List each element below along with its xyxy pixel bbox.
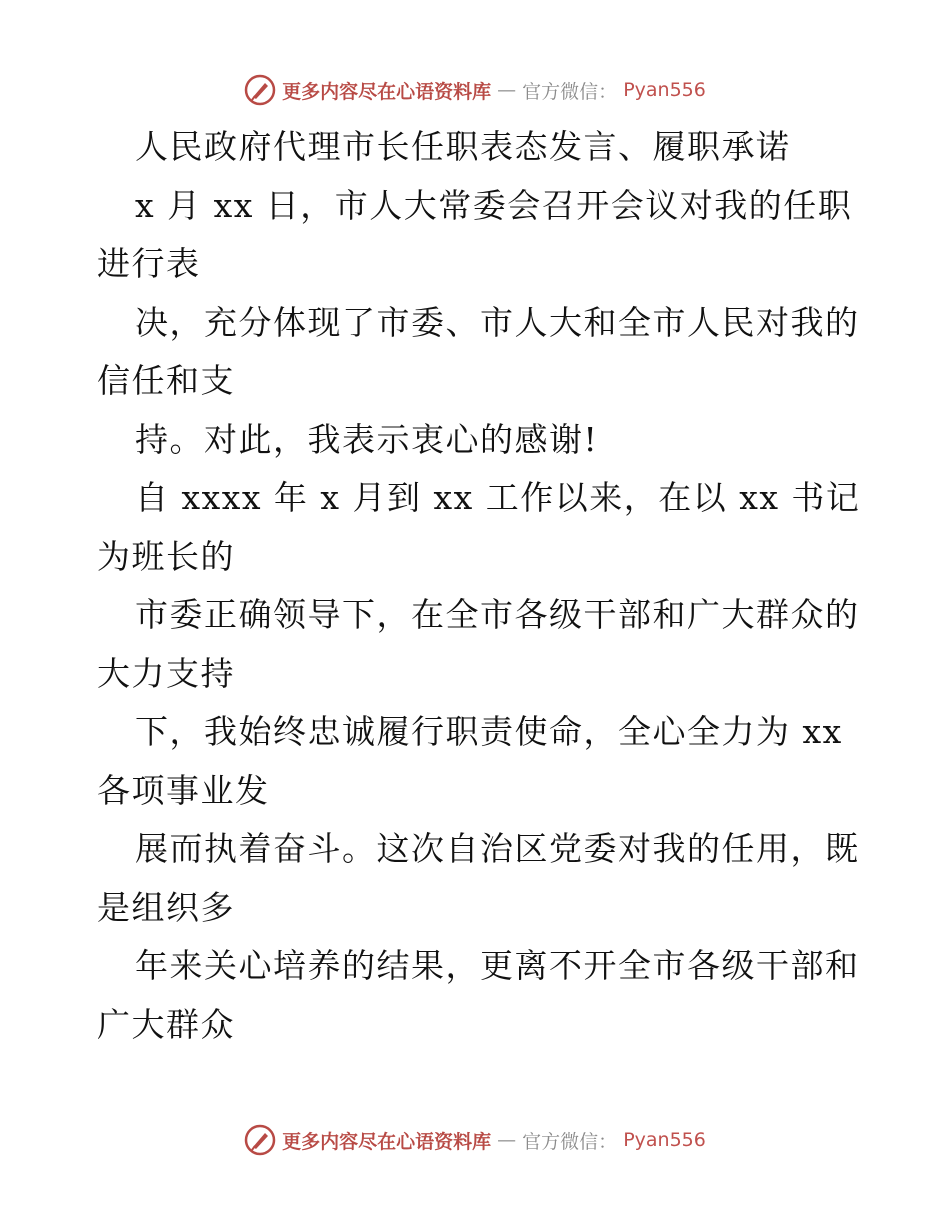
text-line: x 月 xx 日，市人大常委会召开会议对我的任职 bbox=[135, 185, 853, 225]
watermark-official-label: 官方微信： bbox=[522, 1130, 618, 1153]
text-line: 大力支持 bbox=[97, 653, 235, 693]
quill-logo-icon bbox=[244, 1124, 276, 1156]
text-line: 市委正确领导下，在全市各级干部和广大群众的 bbox=[135, 595, 860, 634]
watermark-official-label: 官方微信： bbox=[522, 80, 618, 103]
text-line: 为班长的 bbox=[97, 536, 235, 576]
quill-logo-icon bbox=[244, 74, 276, 106]
text-line: 持。对此，我表示衷心的感谢! bbox=[135, 419, 599, 459]
document-body bbox=[97, 118, 861, 1054]
header-watermark bbox=[0, 70, 950, 110]
text-line: 展而执着奋斗。这次自治区党委对我的任用，既 bbox=[135, 829, 860, 868]
text-line: 自 xxxx 年 x 月到 xx 工作以来，在以 xx 书记 bbox=[135, 478, 861, 517]
text-line: 决，充分体现了市委、市人大和全市人民对我的 bbox=[135, 302, 860, 342]
text-line: 信任和支 bbox=[97, 361, 235, 400]
watermark-separator: — bbox=[497, 1129, 517, 1151]
text-line: 年来关心培养的结果，更离不开全市各级干部和 bbox=[135, 946, 860, 985]
watermark-title: 更多内容尽在心语资料库 bbox=[282, 80, 492, 103]
watermark-separator: — bbox=[497, 79, 517, 101]
text-line: 人民政府代理市长任职表态发言、履职承诺 bbox=[135, 127, 791, 166]
text-line: 各项事业发 bbox=[97, 770, 270, 810]
text-line: 是组织多 bbox=[97, 887, 235, 927]
footer-watermark bbox=[0, 1120, 950, 1160]
text-line: 进行表 bbox=[97, 244, 201, 283]
watermark-wechat-id: Pyan556 bbox=[623, 79, 706, 101]
watermark-wechat-id: Pyan556 bbox=[623, 1129, 706, 1151]
text-line: 下，我始终忠诚履行职责使命，全心全力为 xx bbox=[135, 712, 843, 751]
text-line: 广大群众 bbox=[97, 1004, 235, 1044]
watermark-title: 更多内容尽在心语资料库 bbox=[282, 1130, 492, 1153]
